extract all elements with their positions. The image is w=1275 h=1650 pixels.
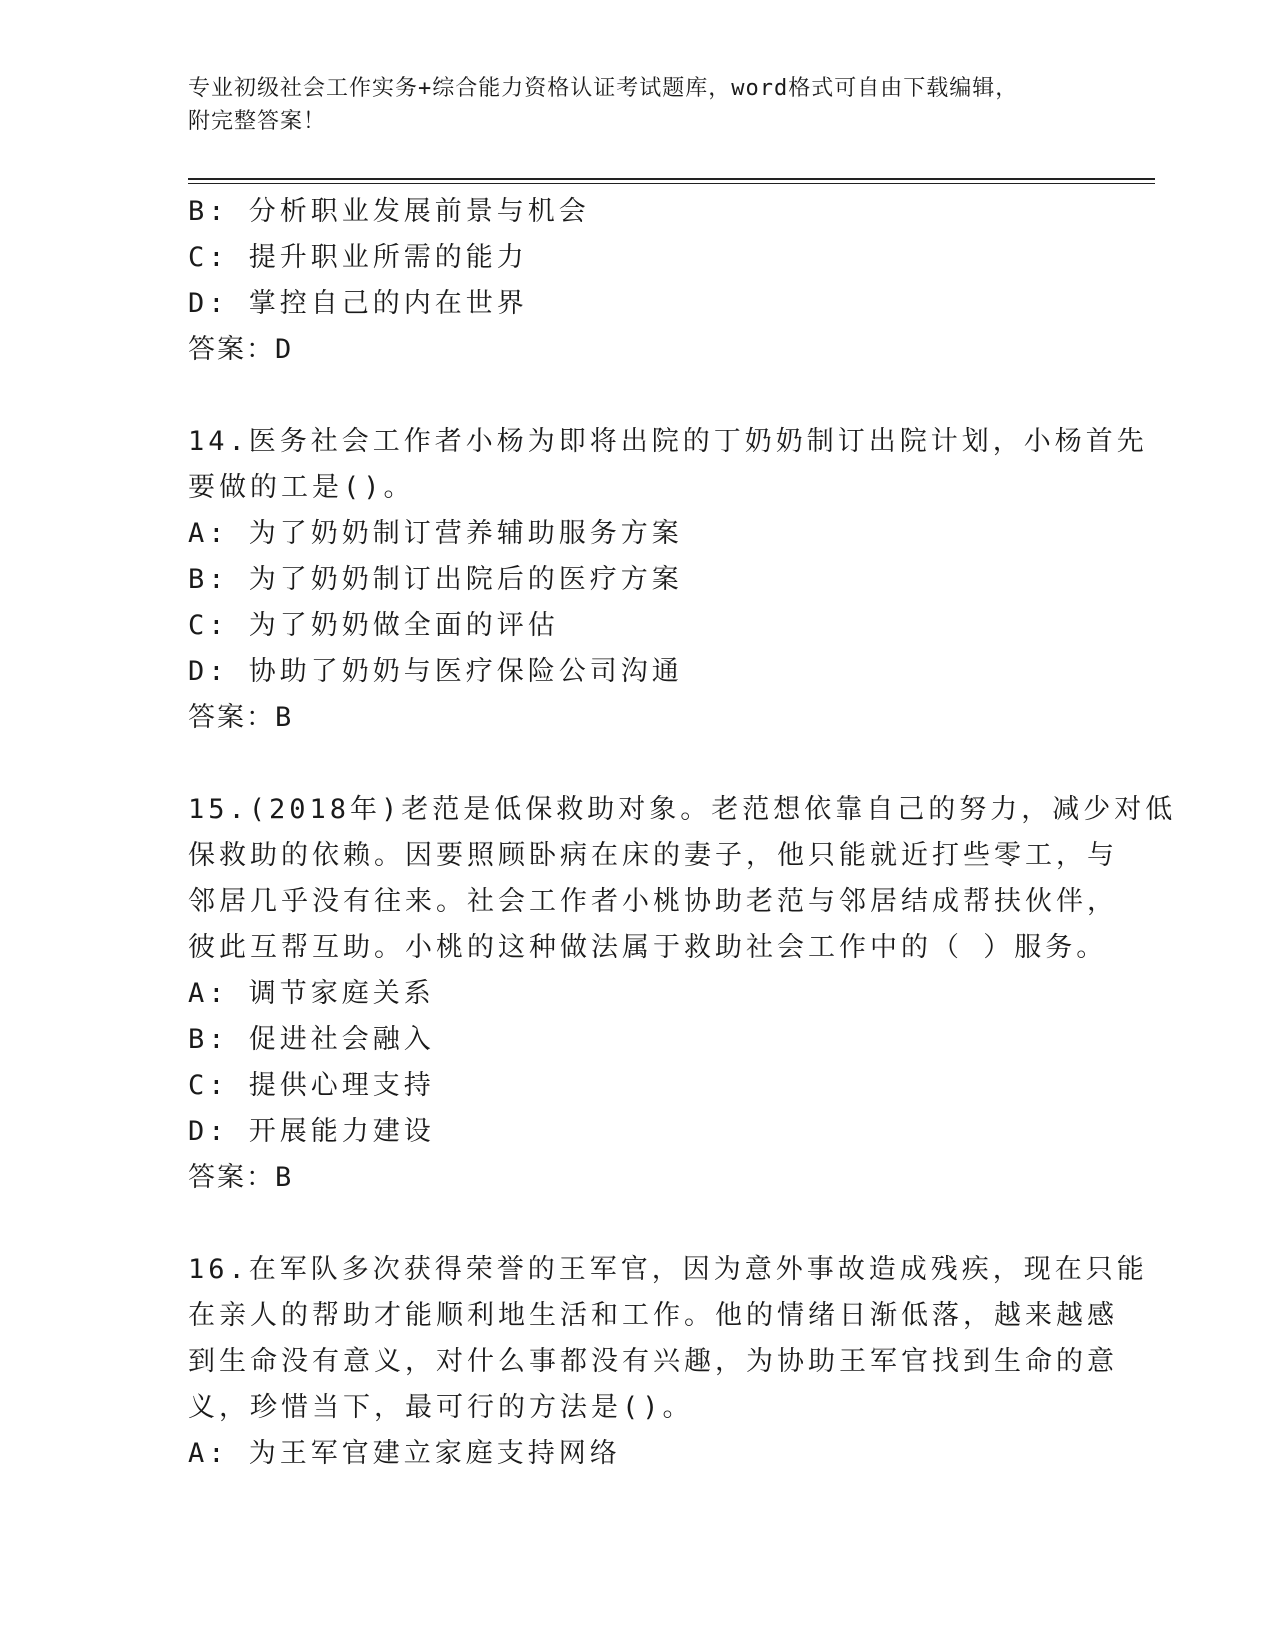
stem-line: 在亲人的帮助才能顺利地生活和工作。他的情绪日渐低落，越来越感	[188, 1300, 1118, 1331]
header-line-2: 附完整答案！	[188, 109, 327, 134]
stem-line: 16.在军队多次获得荣誉的王军官，因为意外事故造成残疾，现在只能	[188, 1254, 1148, 1285]
document-header	[188, 72, 1088, 138]
spacer	[188, 741, 1088, 787]
answer-line: 答案：B	[188, 702, 294, 733]
previous-question-tail	[188, 189, 1088, 373]
option-d: D: 开展能力建设	[188, 1116, 435, 1147]
spacer	[188, 373, 1088, 419]
option-b: B: 促进社会融入	[188, 1024, 435, 1055]
header-line-1: 专业初级社会工作实务+综合能力资格认证考试题库，word格式可自由下载编辑，	[188, 76, 1019, 101]
stem-line: 到生命没有意义，对什么事都没有兴趣，为协助王军官找到生命的意	[188, 1346, 1118, 1377]
question-stem	[188, 419, 1148, 511]
question-16	[188, 1247, 1148, 1477]
answer-line: 答案：B	[188, 1162, 294, 1193]
question-stem	[188, 1247, 1148, 1431]
stem-line: 15.(2018年)老范是低保救助对象。老范想依靠自己的努力，减少对低	[188, 794, 1177, 825]
spacer	[188, 1201, 1088, 1247]
stem-line: 彼此互帮互助。小桃的这种做法属于救助社会工作中的（ ）服务。	[188, 932, 1108, 963]
question-14	[188, 419, 1148, 741]
option-a: A: 调节家庭关系	[188, 978, 435, 1009]
question-content	[188, 189, 1177, 1477]
option-b: B: 分析职业发展前景与机会	[188, 196, 590, 227]
option-b: B: 为了奶奶制订出院后的医疗方案	[188, 564, 683, 595]
stem-line: 要做的工是()。	[188, 472, 415, 503]
header-divider-thick	[188, 178, 1155, 180]
stem-line: 14.医务社会工作者小杨为即将出院的丁奶奶制订出院计划，小杨首先	[188, 426, 1148, 457]
option-a: A: 为了奶奶制订营养辅助服务方案	[188, 518, 683, 549]
question-stem	[188, 787, 1177, 971]
header-divider-thin	[188, 183, 1155, 184]
option-d: D: 掌控自己的内在世界	[188, 288, 528, 319]
answer-line: 答案：D	[188, 334, 294, 365]
stem-line: 邻居几乎没有往来。社会工作者小桃协助老范与邻居结成帮扶伙伴，	[188, 886, 1118, 917]
stem-line: 义，珍惜当下，最可行的方法是()。	[188, 1392, 694, 1423]
option-a: A: 为王军官建立家庭支持网络	[188, 1438, 621, 1469]
option-c: C: 提升职业所需的能力	[188, 242, 528, 273]
option-d: D: 协助了奶奶与医疗保险公司沟通	[188, 656, 683, 687]
option-c: C: 为了奶奶做全面的评估	[188, 610, 559, 641]
option-c: C: 提供心理支持	[188, 1070, 435, 1101]
stem-line: 保救助的依赖。因要照顾卧病在床的妻子，他只能就近打些零工，与	[188, 840, 1118, 871]
question-15	[188, 787, 1177, 1201]
